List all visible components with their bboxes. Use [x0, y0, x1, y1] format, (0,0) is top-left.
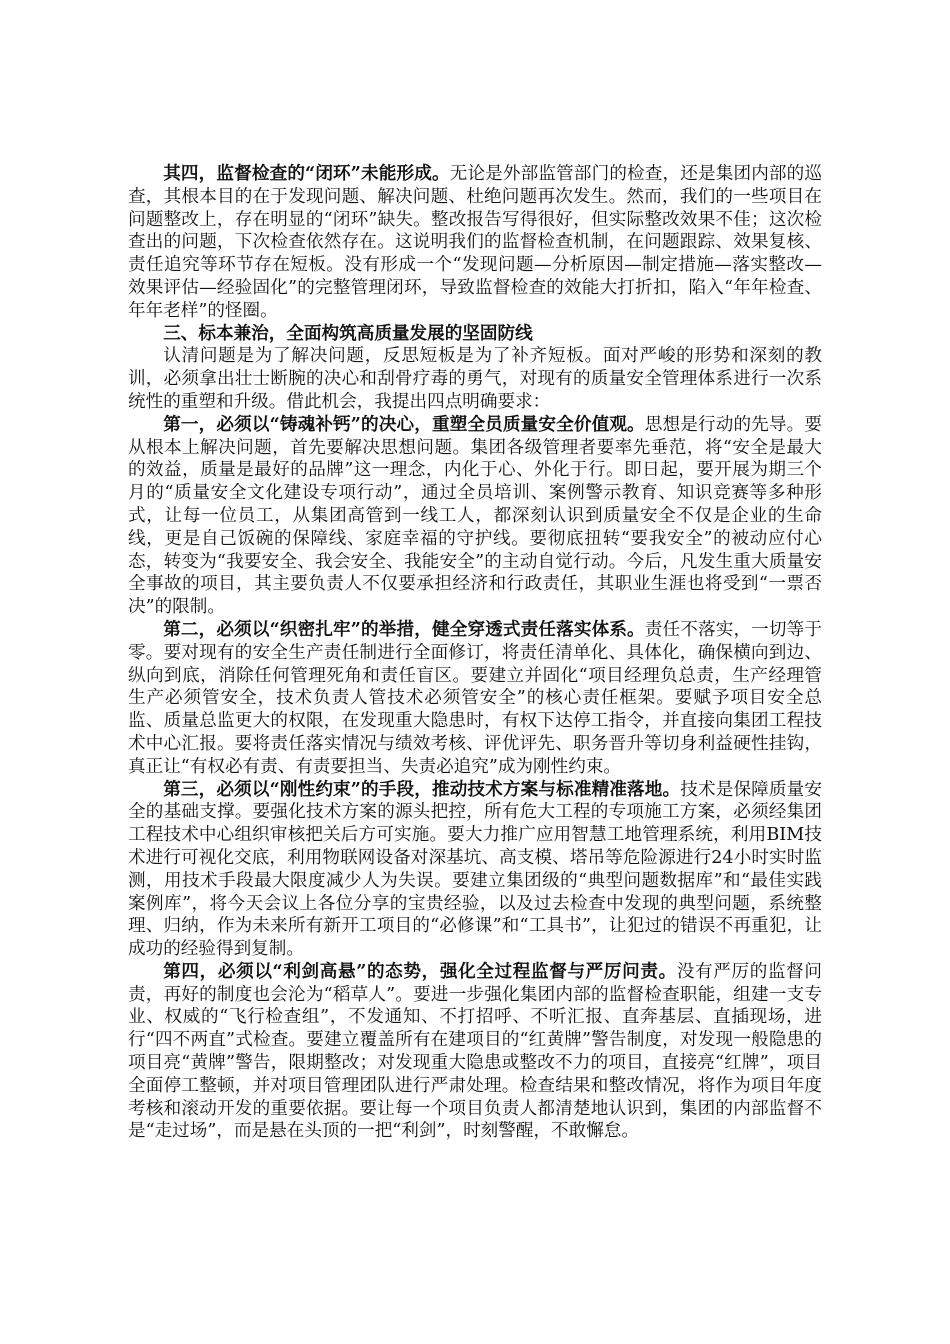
paragraph-body: 思想是行动的先导。要从根本上解决问题，首先要解决思想问题。集团各级管理者要率先垂范，将“安全是最大的效益，质量是最好的品牌”这一理念，内化于心、外化于行。即日起，要开展为期三个月的“质量安全文化建设专项行动”，通过全员培训、案例警示教育、知识竞赛等多种形式，让每一位员工，从集团高管到一线工人，都深刻认识到质量安全不仅是企业的生命线，更是自己饭碗的保障线、家庭幸福的守护线。要彻底扭转“要我安全”的被动应付心态，转变为“我要安全、我会安全、我能安全”的主动自觉行动。今后，凡发生重大质量安全事故的项目，其主要负责人不仅要承担经济和行政责任，其职业生涯也将受到“一票否决”的限制。 — [128, 414, 822, 618]
paragraph-requirement-1 — [128, 414, 822, 619]
section-heading: 三、标本兼治，全面构筑高质量发展的坚固防线 — [163, 322, 533, 344]
paragraph-body: 技术是保障质量安全的基础支撑。要强化技术方案的源头把控，所有危大工程的专项施工方案，必须经集团工程技术中心组织审核把关后方可实施。要大力推广应用智慧工地管理系统，利用BIM技术进行可视化交底，利用物联网设备对深基坑、高支模、塔吊等危险源进行24小时实时监测，用技术手段最大限度减少人为失误。要建立集团级的“典型问题数据库”和“最佳实践案例库”，将今天会议上各位分享的宝贵经验，以及过去检查中发现的典型问题，系统整理、归纳，作为未来所有新开工项目的“必修课”和“工具书”，让犯过的错误不再重犯，让成功的经验得到复制。 — [128, 779, 822, 960]
paragraph-requirement-3 — [128, 779, 822, 961]
paragraph-lead: 第一，必须以“铸魂补钙”的决心，重塑全员质量安全价值观。 — [163, 413, 645, 435]
paragraph-body: 无论是外部监管部门的检查，还是集团内部的巡查，其根本目的在于发现问题、解决问题、杜绝问题再次发生。然而，我们的一些项目在问题整改上，存在明显的“闭环”缺失。整改报告写得很好，但实际整改效果不佳；这次检查出的问题，下次检查依然存在。这说明我们的监督检查机制，在问题跟踪、效果复核、责任追究等环节存在短板。没有形成一个“发现问题—分析原因—制定措施—落实整改—效果评估—经验固化”的完整管理闭环，导致监督检查的效能大打折扣，陷入“年年检查、年年老样”的怪圈。 — [128, 164, 822, 321]
paragraph-body: 没有严厉的监督问责，再好的制度也会沦为“稻草人”。要进一步强化集团内部的监督检查职能，组建一支专业、权威的“飞行检查组”，不发通知、不打招呼、不听汇报、直奔基层、直插现场，进行“四不两直”式检查。要建立覆盖所有在建项目的“红黄牌”警告制度，对发现一般隐患的项目亮“黄牌”警告，限期整改；对发现重大隐患或整改不力的项目，直接亮“红牌”，项目全面停工整顿，并对项目管理团队进行严肃处理。检查结果和整改情况，将作为项目年度考核和滚动开发的重要依据。要让每一个项目负责人都清楚地认识到，集团的内部监督不是“走过场”，而是悬在头顶的一把“利剑”，时刻警醒，不敢懈怠。 — [128, 961, 822, 1142]
paragraph-intro — [128, 345, 822, 413]
paragraph-fourth-issue — [128, 163, 822, 323]
paragraph-lead: 第二，必须以“织密扎牢”的举措，健全穿透式责任落实体系。 — [163, 618, 645, 640]
paragraph-requirement-4 — [128, 961, 822, 1143]
paragraph-requirement-2 — [128, 619, 822, 779]
paragraph-lead: 第三，必须以“刚性约束”的手段，推动技术方案与标准精准落地。 — [163, 778, 681, 800]
paragraph-body: 责任不落实，一切等于零。要对现有的安全生产责任制进行全面修订，将责任清单化、具体化，确保横向到边、纵向到底，消除任何管理死角和责任盲区。要建立并固化“项目经理负总责，生产经理管生产必须管安全，技术负责人管技术必须管安全”的核心责任框架。要赋予项目安全总监、质量总监更大的权限，在发现重大隐患时，有权下达停工指令，并直接向集团工程技术中心汇报。要将责任落实情况与绩效考核、评优评先、职务晋升等切身利益硬性挂钩，真正让“有权必有责、有责要担当、失责必追究”成为刚性约束。 — [128, 619, 822, 777]
paragraph-lead: 第四，必须以“利剑高悬”的态势，强化全过程监督与严厉问责。 — [163, 960, 677, 982]
paragraph-lead: 其四，监督检查的“闭环”未能形成。 — [163, 163, 450, 184]
paragraph-body: 认清问题是为了解决问题，反思短板是为了补齐短板。面对严峻的形势和深刻的教训，必须拿出壮士断腕的决心和刮骨疗毒的勇气，对现有的质量安全管理体系进行一次系统性的重塑和升级。借此机会，我提出四点明确要求： — [128, 346, 822, 412]
document-page — [128, 163, 822, 1143]
